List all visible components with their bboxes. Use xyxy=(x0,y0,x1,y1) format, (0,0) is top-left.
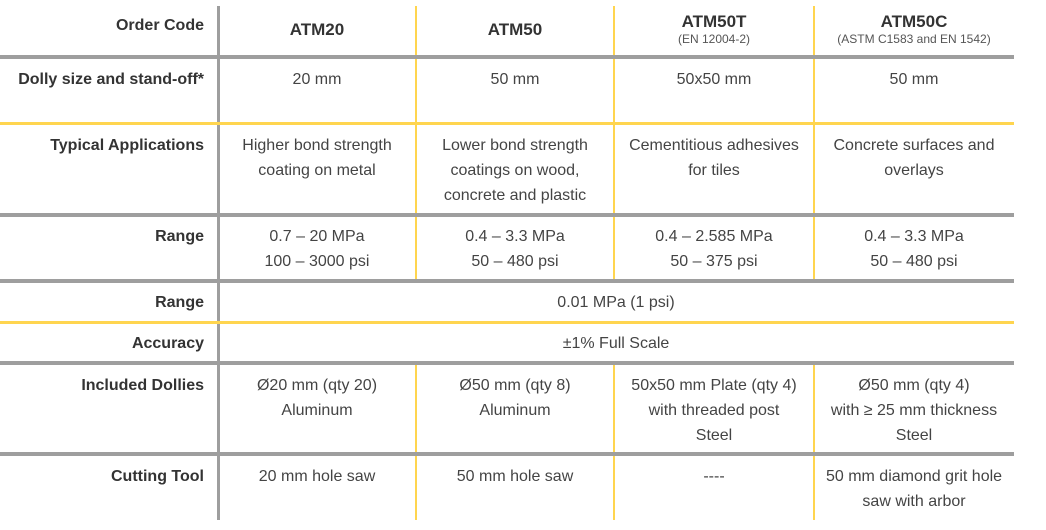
cell-dolly-atm50: 50 mm xyxy=(490,71,540,88)
model-name: ATM50C xyxy=(880,12,948,31)
cell-applications-atm50t xyxy=(614,133,814,183)
cell-dollies-atm50c xyxy=(814,373,1014,448)
header-atm50c xyxy=(814,12,1014,46)
cell-range-atm50 xyxy=(416,224,614,274)
cell-line: saw with arbor xyxy=(862,493,966,510)
row-divider xyxy=(0,321,1014,324)
cell-cutting-atm20 xyxy=(218,464,416,489)
cell-line: Aluminum xyxy=(281,402,353,419)
header-atm50 xyxy=(416,20,614,40)
cell-dollies-atm50 xyxy=(416,373,614,423)
row-label-included-dollies: Included Dollies xyxy=(81,377,204,394)
cell-line: for tiles xyxy=(688,162,740,179)
cell-cutting-atm50c xyxy=(814,464,1014,514)
row-divider xyxy=(0,452,1014,456)
cell-line: Cementitious adhesives xyxy=(629,137,799,154)
cell-line: overlays xyxy=(884,162,944,179)
column-divider xyxy=(415,364,417,520)
cell-line: Steel xyxy=(895,427,933,444)
model-standard-note: (EN 12004-2) xyxy=(677,32,751,46)
cell-line: concrete and plastic xyxy=(443,187,587,204)
cell-line: with threaded post xyxy=(648,402,780,419)
cell-line: 20 mm hole saw xyxy=(258,468,376,485)
column-divider xyxy=(613,6,615,281)
cell-dolly-atm20: 20 mm xyxy=(292,71,342,88)
row-label-accuracy: Accuracy xyxy=(131,335,204,352)
model-name: ATM50T xyxy=(681,12,747,31)
cell-line: Ø20 mm (qty 20) xyxy=(256,377,378,394)
row-label-resolution: Range xyxy=(155,294,204,311)
cell-applications-atm50c xyxy=(814,133,1014,183)
cell-line: Lower bond strength xyxy=(442,137,588,154)
cell-resolution-all: 0.01 MPa (1 psi) xyxy=(557,294,675,311)
row-divider xyxy=(0,55,1014,59)
row-label-cutting-tool: Cutting Tool xyxy=(111,468,204,485)
column-divider xyxy=(415,6,417,281)
cell-line: 50 mm hole saw xyxy=(456,468,574,485)
cell-line: Concrete surfaces and xyxy=(833,137,995,154)
cell-line: 50 – 480 psi xyxy=(471,253,559,270)
column-divider xyxy=(813,6,815,281)
header-label: Order Code xyxy=(115,17,204,34)
cell-applications-atm20 xyxy=(218,133,416,183)
cell-range-atm50t xyxy=(614,224,814,274)
cell-line: Higher bond strength xyxy=(242,137,392,154)
row-divider xyxy=(0,213,1014,217)
cell-line: 0.4 – 3.3 MPa xyxy=(864,228,964,245)
cell-cutting-atm50 xyxy=(416,464,614,489)
cell-line: 0.7 – 20 MPa xyxy=(269,228,365,245)
cell-dolly-atm50c: 50 mm xyxy=(889,71,939,88)
cell-line: 50 – 375 psi xyxy=(670,253,758,270)
cell-applications-atm50 xyxy=(416,133,614,208)
row-label-range: Range xyxy=(155,228,204,245)
row-label-applications: Typical Applications xyxy=(50,137,204,154)
cell-range-atm50c xyxy=(814,224,1014,274)
row-divider xyxy=(0,279,1014,283)
column-divider xyxy=(813,364,815,520)
cell-line: with ≥ 25 mm thickness xyxy=(830,402,998,419)
column-divider xyxy=(613,364,615,520)
cell-dollies-atm50t xyxy=(614,373,814,448)
cell-line: 0.4 – 3.3 MPa xyxy=(465,228,565,245)
header-atm20 xyxy=(218,20,416,40)
cell-line: 0.4 – 2.585 MPa xyxy=(655,228,773,245)
model-name: ATM50 xyxy=(487,20,543,39)
cell-line: Ø50 mm (qty 8) xyxy=(459,377,571,394)
row-label-dolly-size: Dolly size and stand-off* xyxy=(18,71,204,88)
cell-line: ---- xyxy=(703,468,725,485)
cell-line: 100 – 3000 psi xyxy=(264,253,370,270)
cell-range-atm20 xyxy=(218,224,416,274)
cell-line: 50 – 480 psi xyxy=(870,253,958,270)
cell-line: Steel xyxy=(695,427,733,444)
model-name: ATM20 xyxy=(289,20,345,39)
cell-line: coatings on wood, xyxy=(450,162,580,179)
column-divider xyxy=(217,6,220,520)
cell-dollies-atm20 xyxy=(218,373,416,423)
cell-dolly-atm50t: 50x50 mm xyxy=(676,71,752,88)
cell-cutting-atm50t xyxy=(614,464,814,489)
header-atm50t xyxy=(614,12,814,46)
cell-accuracy-all: ±1% Full Scale xyxy=(562,335,670,352)
model-standard-note: (ASTM C1583 and EN 1542) xyxy=(837,32,991,46)
cell-line: 50x50 mm Plate (qty 4) xyxy=(631,377,797,394)
cell-line: coating on metal xyxy=(258,162,376,179)
row-divider xyxy=(0,361,1014,365)
cell-line: 50 mm diamond grit hole xyxy=(825,468,1003,485)
cell-line: Ø50 mm (qty 4) xyxy=(858,377,970,394)
cell-line: Aluminum xyxy=(479,402,551,419)
row-divider xyxy=(0,122,1014,125)
